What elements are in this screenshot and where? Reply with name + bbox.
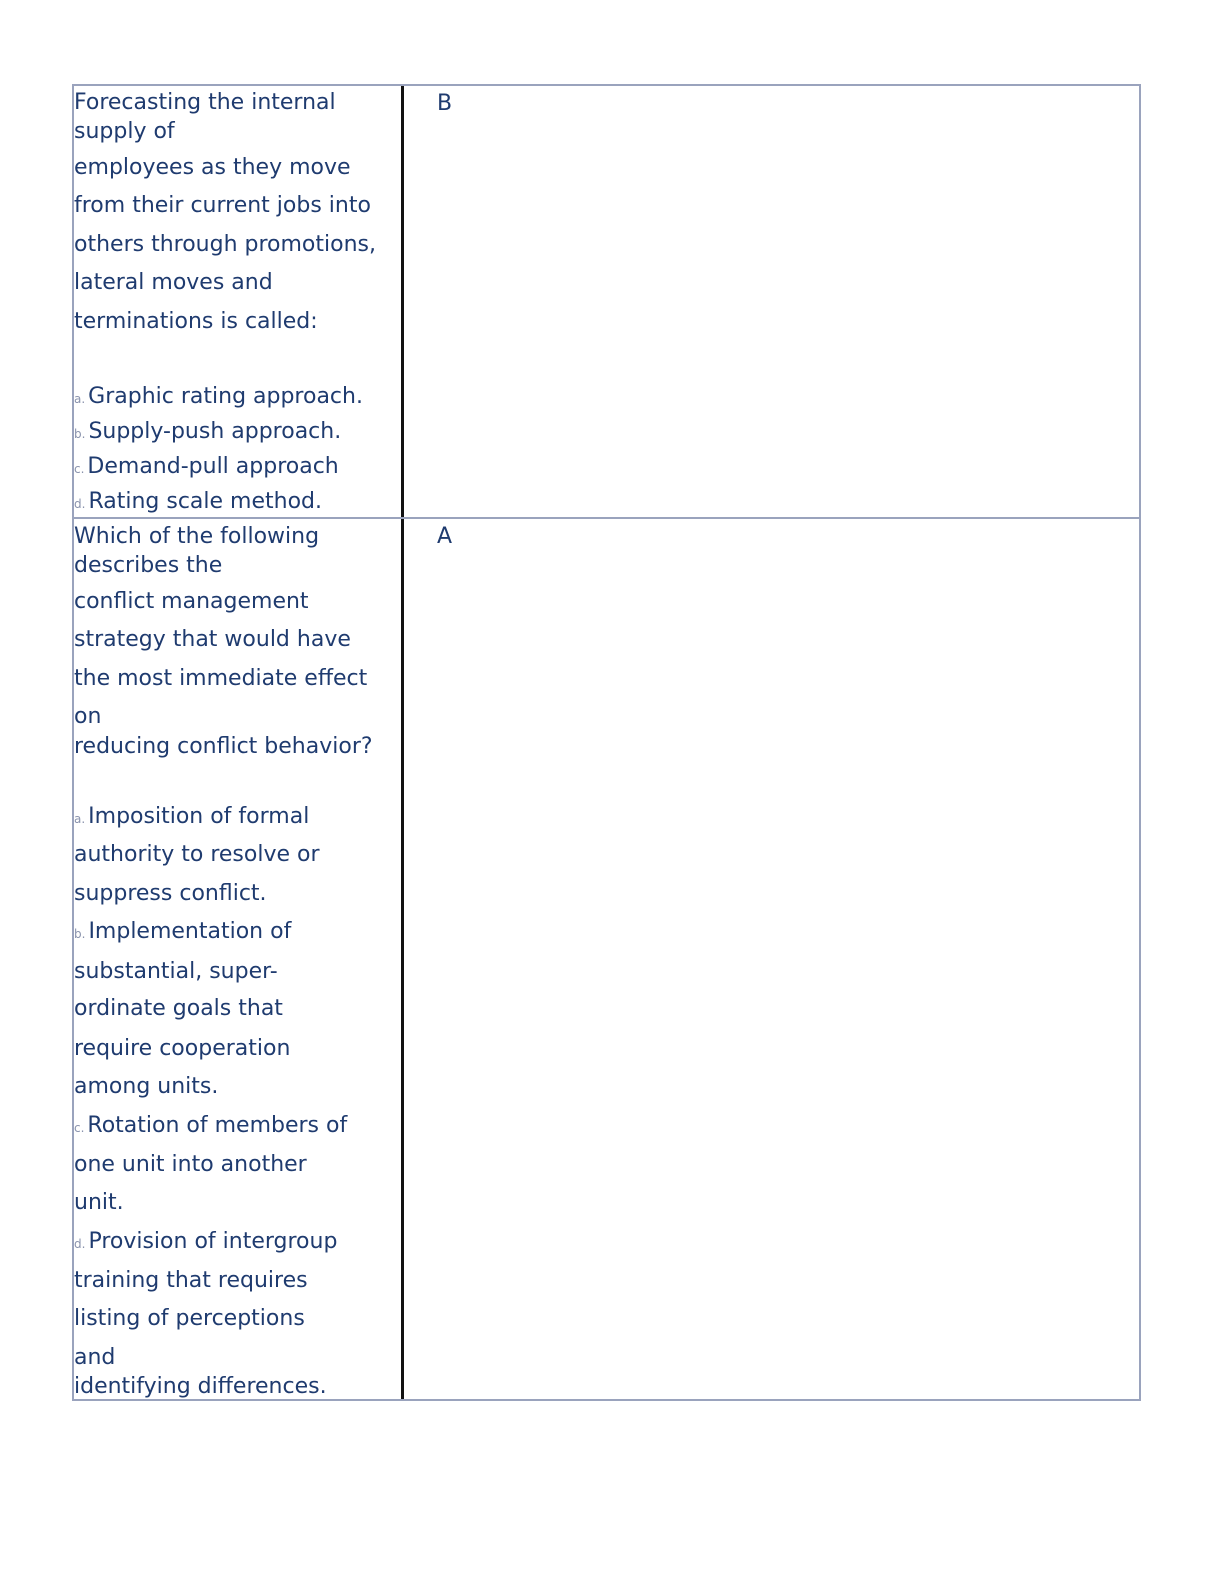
option-a — [74, 804, 380, 832]
option-text: require cooperation — [74, 1036, 291, 1061]
question-line: the most immediate effect — [74, 666, 368, 691]
question-line: terminations is called: — [74, 309, 318, 334]
option-d — [74, 1229, 337, 1257]
question-line: supply of — [74, 119, 175, 144]
option-letter: c. — [74, 462, 85, 476]
option-text: and — [74, 1345, 116, 1370]
option-letter: a. — [74, 812, 86, 826]
option-text: substantial, super- — [74, 959, 278, 984]
question-line: conflict management — [74, 589, 309, 614]
question-line: strategy that would have — [74, 627, 351, 652]
question-line: lateral moves and — [74, 270, 273, 295]
option-text: Rating scale method. — [88, 489, 322, 514]
option-text: unit. — [74, 1190, 124, 1215]
question-line: on — [74, 704, 102, 729]
option-text: Graphic rating approach. — [88, 384, 363, 409]
option-c — [74, 1113, 347, 1141]
question-cell — [74, 86, 404, 517]
answer-cell — [404, 519, 1139, 1399]
option-text: listing of perceptions — [74, 1306, 305, 1331]
option-letter: d. — [74, 1237, 86, 1251]
option-letter: d. — [74, 497, 86, 511]
option-c — [74, 454, 339, 482]
option-text: Provision of intergroup — [88, 1229, 338, 1254]
question-line: others through promotions, — [74, 232, 376, 257]
option-text: Imposition of formal — [88, 804, 310, 829]
option-letter: a. — [74, 392, 86, 406]
option-text: suppress conflict. — [74, 881, 267, 906]
answer-letter: B — [437, 91, 454, 116]
option-text: Supply-push approach. — [88, 419, 342, 444]
option-d — [74, 489, 322, 517]
question-line: Forecasting the internal — [74, 90, 336, 115]
option-a — [74, 384, 363, 412]
option-b — [74, 419, 341, 447]
question-cell — [74, 519, 404, 1399]
option-text: training that requires — [74, 1268, 308, 1293]
option-text: Rotation of members of — [87, 1113, 348, 1138]
option-text: ordinate goals that — [74, 996, 283, 1021]
question-line: reducing conflict behavior? — [74, 734, 373, 759]
question-line: from their current jobs into — [74, 193, 371, 218]
option-letter: b. — [74, 427, 86, 441]
question-line: describes the — [74, 553, 223, 578]
answer-letter: A — [437, 524, 454, 549]
option-text: Demand-pull approach — [87, 454, 339, 479]
option-text: Implementation of — [88, 919, 292, 944]
question-row — [74, 86, 1139, 517]
question-line: employees as they move — [74, 155, 351, 180]
question-line: Which of the following — [74, 524, 320, 549]
option-letter: b. — [74, 927, 86, 941]
question-table — [72, 84, 1141, 1401]
option-text: authority to resolve or — [74, 842, 320, 867]
answer-cell — [404, 86, 1139, 517]
question-row — [74, 517, 1139, 1399]
option-letter: c. — [74, 1121, 85, 1135]
option-text: among units. — [74, 1074, 219, 1099]
option-text: identifying differences. — [74, 1374, 327, 1399]
option-text: one unit into another — [74, 1152, 307, 1177]
option-b — [74, 919, 291, 947]
